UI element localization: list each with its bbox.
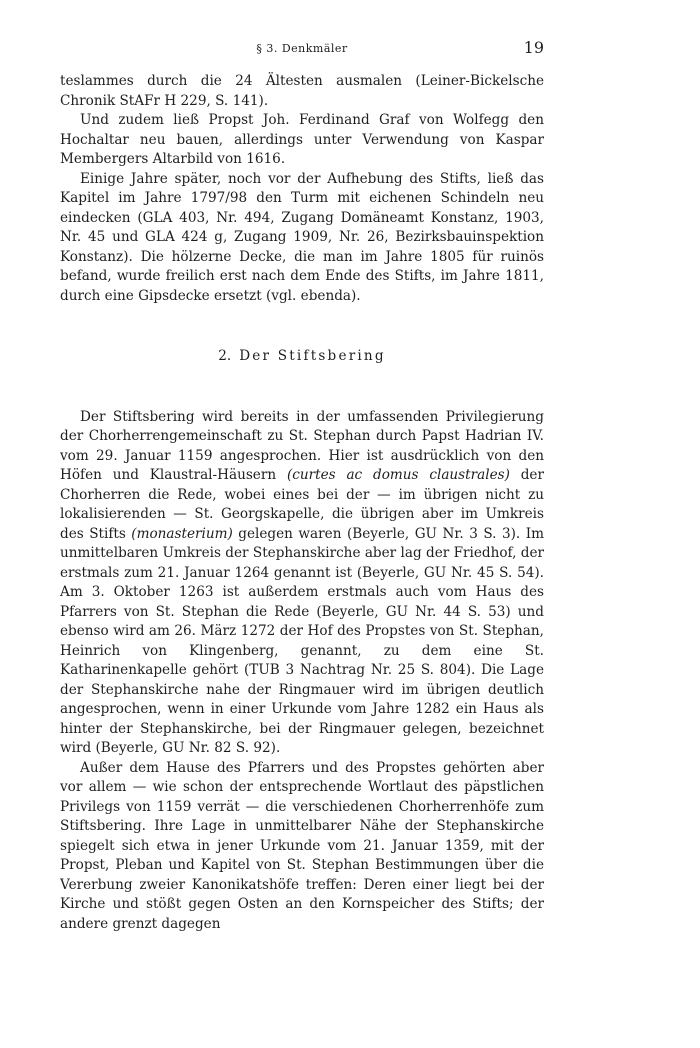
section-number: 2. — [218, 348, 232, 364]
section-title: Der Stiftsbering — [239, 348, 386, 364]
latin-quote: (monasterium) — [131, 525, 233, 542]
latin-quote: (curtes ac domus claustrales) — [286, 467, 510, 483]
running-header — [60, 38, 544, 62]
paragraph-continued: teslammes durch die 24 Ältesten ausmalen (Leiner-Bickelsche Chronik StAFr H 229, S. 141). — [60, 73, 544, 109]
paragraph-text: der Chorherren die Rede, wobei eines bei der — im übrigen nicht zu lokalisierenden — St. Georgskapelle, die übrigen aber im Umkreis des Stifts — [60, 467, 544, 542]
page-number: 19 — [523, 38, 544, 57]
section-heading — [60, 347, 544, 367]
running-header-title: § 3. Denkmäler — [256, 42, 348, 55]
paragraph — [60, 408, 544, 759]
paragraph: Einige Jahre später, noch vor der Aufhebung des Stifts, ließ das Kapitel im Jahre 1797/98 den Turm mit eichenen Schindeln neu eindecken (GLA 403, Nr. 494, Zugang Domäneamt Konstanz, 1903, Nr. 45 und GLA 424 g, Zugang 1909, Nr. 26, Bezirksbauinspektion Konstanz). Die hölzerne Decke, die man im Jahre 1805 für ruinös befand, wurde freilich erst nach dem Ende des Stifts, im Jahre 1811, durch eine Gipsdecke ersetzt (vgl. ebenda). — [60, 170, 544, 304]
paragraph-text: gelegen waren (Beyerle, GU Nr. 3 S. 3). Im unmittelbaren Umkreis der Stephanskirche aber lag der Friedhof, der erstmals zum 21. Januar 1264 genannt ist (Beyerle, GU Nr. 45 S. 54). Am 3. Oktober 1263 ist außerdem erstmals auch vom Haus des Pfarrers von St. Stephan die Rede (Beyerle, GU Nr. 44 S. 53) und ebenso wird am 26. März 1272 der Hof des Propstes von St. Stephan, Heinrich von Klingenberg, genannt, zu dem eine St. Katharinenkapelle gehört (TUB 3 Nachtrag Nr. 25 S. 804). Die Lage der Stephanskirche nahe der Ringmauer wird im übrigen deutlich angesprochen, wenn in einer Urkunde vom Jahre 1282 ein Haus als hinter der Stephanskirche, bei der Ringmauer gelegen, bezeichnet wird (Beyerle, GU Nr. 82 S. 92). — [60, 525, 544, 756]
body-text — [60, 72, 544, 934]
paragraph: Außer dem Hause des Pfarrers und des Propstes gehörten aber vor allem — wie schon der entsprechende Wortlaut des päpstlichen Privilegs von 1159 verrät — die verschiedenen Chorherrenhöfe zum Stiftsbering. Ihre Lage in unmittelbarer Nähe der Stephanskirche spiegelt sich etwa in jener Urkunde vom 21. Januar 1359, mit der Propst, Pleban und Kapitel von St. Stephan Bestimmungen über die Vererbung zweier Kanonikatshöfe treffen: Deren einer liegt bei der Kirche und stößt gegen Osten an den Kornspeicher des Stifts; der andere grenzt dagegen — [60, 759, 544, 932]
paragraph-text: Der Stiftsbering wird bereits in der umfassenden Privilegierung der Chorherrengemeinschaft zu St. Stephan durch Papst Hadrian IV. vom 29. Januar 1159 angesprochen. Hier ist ausdrücklich von den Höfen und Klaustral-Häusern — [60, 408, 544, 483]
paragraph: Und zudem ließ Propst Joh. Ferdinand Graf von Wolfegg den Hochaltar neu bauen, allerdings unter Verwendung von Kaspar Membergers Altarbild von 1616. — [60, 112, 544, 167]
